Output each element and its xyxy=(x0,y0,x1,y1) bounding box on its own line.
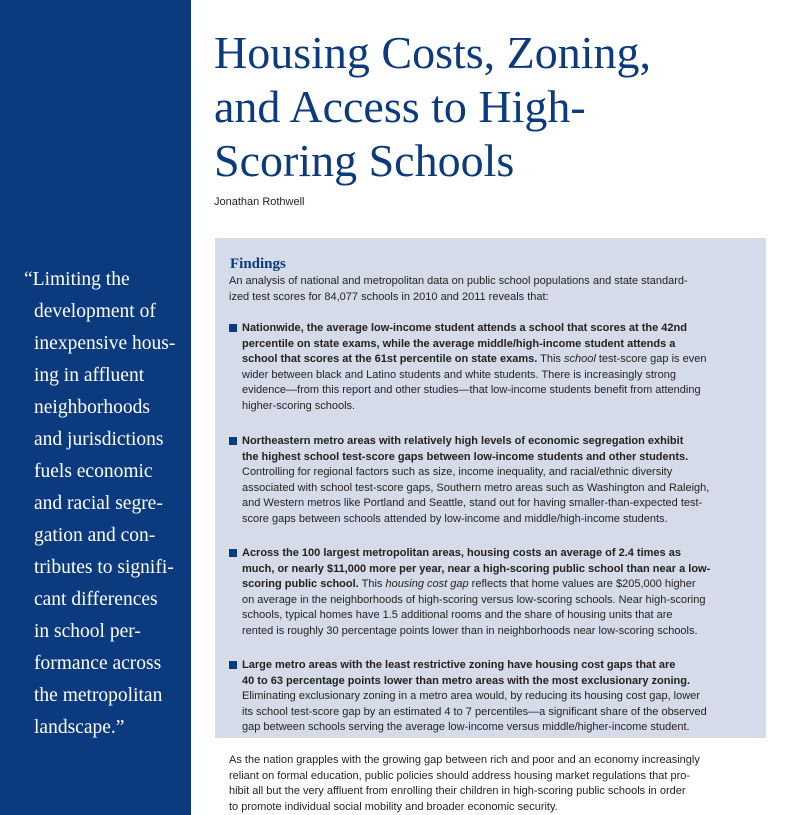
finding-bullet-2 xyxy=(229,434,759,527)
finding-bullet-1 xyxy=(229,321,759,414)
finding-line: Controlling for regional factors such as size, income inequality, and racial/ethnic diversity xyxy=(242,466,673,478)
pull-quote-line: gation and con- xyxy=(34,525,156,546)
pull-quote-line: and racial segre- xyxy=(34,493,163,514)
finding-line: higher-scoring schools. xyxy=(242,399,356,412)
finding-line: on average in the neighborhoods of high-scoring versus low-scoring schools. Near high-scoring xyxy=(242,593,706,606)
finding-line: Large metro areas with the least restrictive zoning have housing cost gaps that are xyxy=(242,659,676,671)
bullet-square-icon xyxy=(229,324,237,332)
findings-intro-line: An analysis of national and metropolitan data on public school populations and state standard- xyxy=(229,275,688,287)
pull-quote-line: “Limiting the xyxy=(24,269,130,290)
pull-quote-line: the metropolitan xyxy=(34,685,163,706)
finding-line: gap between schools serving the average low-income versus middle/higher-income student. xyxy=(242,721,690,733)
finding-bullet-4 xyxy=(229,658,759,736)
finding-line: 40 to 63 percentage points lower than metro areas with the most exclusionary zoning. xyxy=(242,674,691,687)
title-line: Housing Costs, Zoning, xyxy=(214,27,652,78)
bullet-square-icon xyxy=(229,661,237,669)
pull-quote-line: development of xyxy=(34,301,156,322)
closing-line: to promote individual social mobility and broader economic security. xyxy=(229,800,558,813)
findings-intro-line: ized test scores for 84,077 schools in 2010 and 2011 reveals that: xyxy=(229,290,549,303)
closing-line: As the nation grapples with the growing gap between rich and poor and an economy increasingly xyxy=(229,754,700,766)
pull-quote-line: ing in affluent xyxy=(34,365,145,386)
closing-paragraph xyxy=(229,753,759,815)
finding-line: much, or nearly $11,000 more per year, near a high-scoring public school than near a low- xyxy=(242,562,711,575)
pull-quote-line: tributes to signifi- xyxy=(34,557,174,578)
bullet-square-icon xyxy=(229,549,237,557)
author-name: Jonathan Rothwell xyxy=(214,196,305,208)
finding-line: scoring public school. This housing cost gap reflects that home values are $205,000 higher xyxy=(242,578,696,590)
findings-heading: Findings xyxy=(230,256,286,272)
title-line: and Access to High- xyxy=(214,81,586,132)
page-title xyxy=(214,26,804,188)
finding-line: percentile on state exams, while the average middle/high-income student attends a xyxy=(242,337,676,350)
findings-intro xyxy=(229,274,759,305)
pull-quote-line: formance across xyxy=(34,653,162,674)
pull-quote-line: neighborhoods xyxy=(34,397,150,418)
finding-line: evidence—from this report and other studies—that low-income students benefit from attending xyxy=(242,384,701,396)
finding-line: and Western metros like Portland and Seattle, stand out for having smaller-than-expected test- xyxy=(242,497,703,509)
pull-quote-line: and jurisdictions xyxy=(34,429,164,450)
finding-line: school that scores at the 61st percentile on state exams. This school test-score gap is even xyxy=(242,353,707,365)
pull-quote-line: inexpensive hous- xyxy=(34,333,176,354)
finding-bullet-3 xyxy=(229,546,759,639)
pull-quote-line: landscape.” xyxy=(34,717,125,738)
finding-line: Across the 100 largest metropolitan areas, housing costs an average of 2.4 times as xyxy=(242,547,681,559)
bullet-square-icon xyxy=(229,437,237,445)
pull-quote xyxy=(16,264,191,744)
finding-line: the highest school test-score gaps between low-income students and other students. xyxy=(242,450,689,463)
finding-line: its school test-score gap by an estimated 4 to 7 percentiles—a significant share of the observed xyxy=(242,705,707,718)
finding-line: rented is roughly 30 percentage points lower than in neighborhoods near low-scoring schools. xyxy=(242,624,698,637)
finding-line: wider between black and Latino students and white students. There is increasingly strong xyxy=(242,368,676,381)
finding-line: schools, typical homes have 1.5 additional rooms and the share of housing units that are xyxy=(242,609,673,621)
pull-quote-line: fuels economic xyxy=(34,461,153,482)
pull-quote-line: in school per- xyxy=(34,621,141,642)
finding-line: score gaps between schools attended by low-income and middle/high-income students. xyxy=(242,512,668,525)
closing-line: hibit all but the very affluent from enrolling their children in high-scoring public schools in order xyxy=(229,785,686,797)
title-line: Scoring Schools xyxy=(214,135,515,186)
closing-line: reliant on formal education, public policies should address housing market regulations that pro- xyxy=(229,769,691,782)
pull-quote-line: cant differences xyxy=(34,589,158,610)
finding-line: Eliminating exclusionary zoning in a metro area would, by reducing its housing cost gap, lower xyxy=(242,690,700,702)
finding-line: Northeastern metro areas with relatively high levels of economic segregation exhibit xyxy=(242,435,684,447)
finding-line: Nationwide, the average low-income student attends a school that scores at the 42nd xyxy=(242,322,687,334)
finding-line: associated with school test-score gaps, Southern metro areas such as Washington and Raleigh, xyxy=(242,481,710,494)
